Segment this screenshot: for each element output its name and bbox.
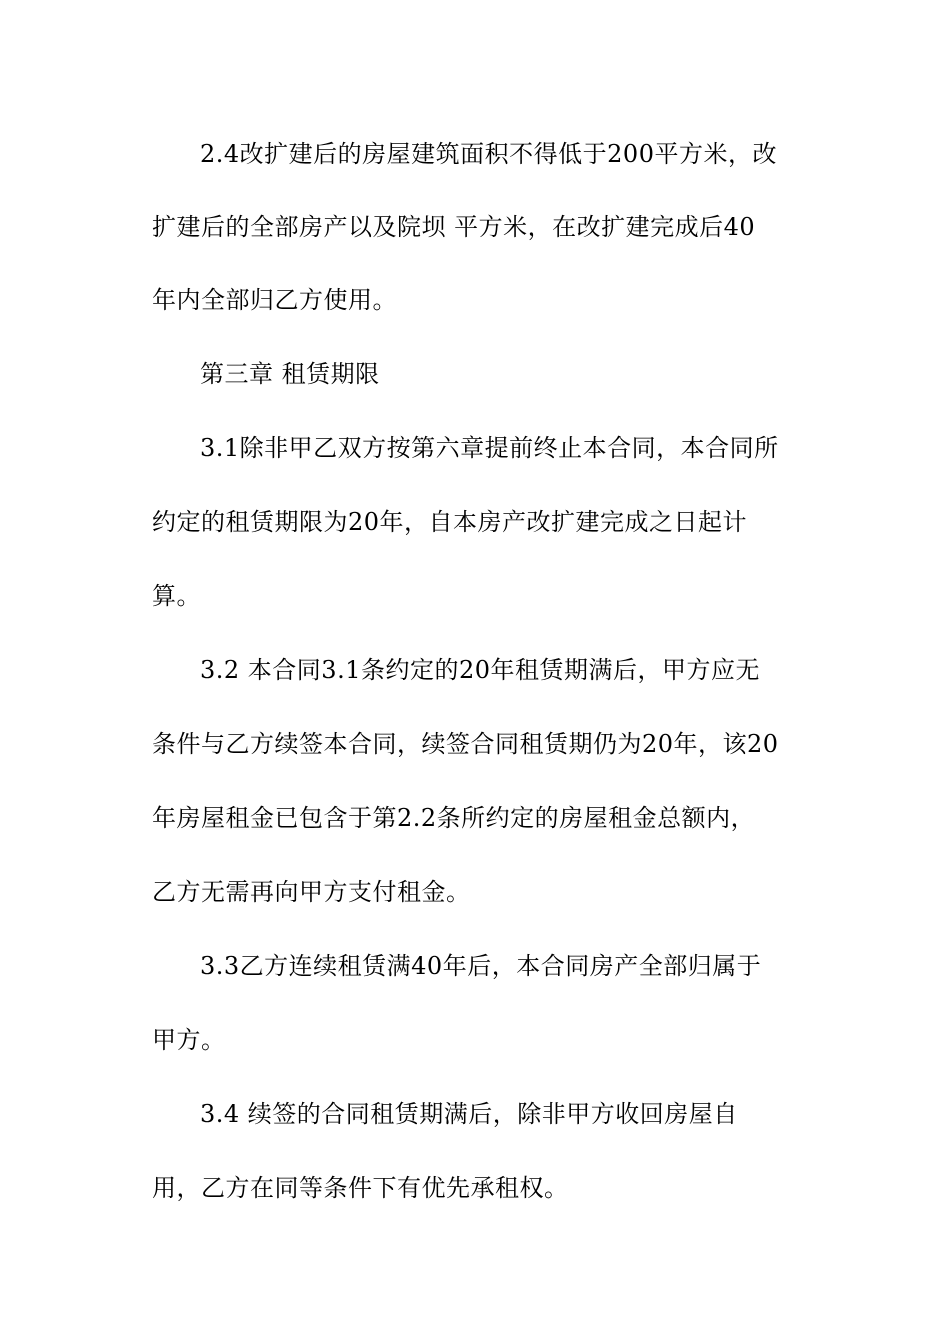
- clause-3-1-line-3: 算。: [152, 582, 201, 610]
- clause-3-1-line-2: 约定的租赁期限为20年，自本房产改扩建完成之日起计: [152, 508, 748, 536]
- clause-3-3-line-1: 3.3乙方连续租赁满40年后，本合同房产全部归属于: [200, 952, 762, 980]
- chapter-3-heading: 第三章 租赁期限: [200, 360, 380, 388]
- clause-3-3-line-2: 甲方。: [152, 1026, 226, 1054]
- clause-3-2-line-4: 乙方无需再向甲方支付租金。: [152, 878, 471, 906]
- clause-3-4-line-2: 用，乙方在同等条件下有优先承租权。: [152, 1174, 569, 1202]
- clause-3-2-line-2: 条件与乙方续签本合同，续签合同租赁期仍为20年，该20: [152, 730, 779, 758]
- clause-3-1-line-1: 3.1除非甲乙双方按第六章提前终止本合同，本合同所: [200, 434, 779, 462]
- clause-3-2-line-3: 年房屋租金已包含于第2.2条所约定的房屋租金总额内，: [152, 804, 756, 832]
- clause-2-4-line-3: 年内全部归乙方使用。: [152, 286, 397, 314]
- clause-2-4-line-2: 扩建后的全部房产以及院坝 平方米，在改扩建完成后40: [152, 213, 756, 241]
- clause-2-4-line-1: 2.4改扩建后的房屋建筑面积不得低于200平方米，改: [200, 140, 777, 168]
- clause-3-4-line-1: 3.4 续签的合同租赁期满后，除非甲方收回房屋自: [200, 1100, 738, 1128]
- clause-3-2-line-1: 3.2 本合同3.1条约定的20年租赁期满后，甲方应无: [200, 656, 761, 684]
